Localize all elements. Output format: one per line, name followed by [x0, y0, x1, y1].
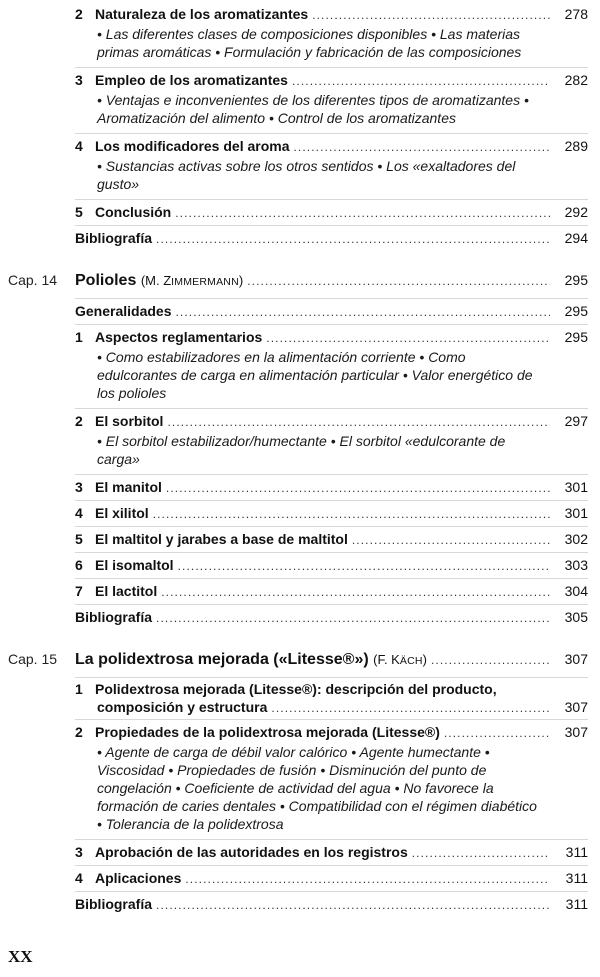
chapter-title-entry[interactable] [75, 646, 588, 677]
section-title-line2: composición y estructura [97, 699, 268, 715]
page-number: 307 [564, 724, 588, 740]
section-number: 3 [75, 479, 83, 495]
section-number: 3 [75, 72, 83, 88]
subtopics [75, 348, 588, 406]
section-title: Aplicaciones [95, 870, 182, 886]
section-title: El xilitol [95, 505, 149, 521]
subtopic: • Las diferentes clases de composiciones disponibles [97, 26, 428, 42]
chapter-13-tail [0, 2, 600, 251]
toc-entry-bibliography[interactable] [75, 225, 588, 251]
chapter-label: Cap. 15 [8, 651, 58, 667]
dot-leader [161, 582, 550, 602]
toc-entry-generalidades[interactable] [75, 298, 588, 324]
toc-entry[interactable] [75, 552, 588, 578]
subtopics [75, 743, 588, 837]
section-number: 4 [75, 138, 83, 154]
chapter-title-entry[interactable] [75, 267, 588, 298]
dot-leader [185, 869, 550, 889]
dot-leader [176, 302, 551, 322]
section-title: El sorbitol [95, 413, 164, 429]
subtopic: • Control de los aromatizantes [268, 110, 456, 126]
dot-leader [156, 229, 550, 249]
toc-entry[interactable] [75, 67, 588, 133]
section-number: 2 [75, 6, 83, 22]
page-number: 311 [565, 844, 588, 860]
subtopic: • Agente de carga de débil valor calórico [97, 744, 348, 760]
chapter-author [141, 273, 243, 288]
subtopic: • Agente humectante [351, 744, 481, 760]
author-suffix: ) [422, 652, 427, 667]
page-number: 311 [565, 896, 588, 912]
toc-entry[interactable] [75, 2, 588, 67]
section-title: Los modificadores del aroma [95, 138, 290, 154]
section-title: Propiedades de la polidextrosa mejorada (Litesse®) [95, 724, 440, 740]
section-number: 7 [75, 583, 83, 599]
section-title: Generalidades [75, 303, 172, 319]
page-folio: XX [8, 947, 33, 966]
section-title-line1: Polidextrosa mejorada (Litesse®): descripción del producto, [95, 681, 497, 697]
dot-leader [294, 137, 551, 157]
bibliography-title: Bibliografía [75, 230, 153, 246]
subtopic: • Disminución del punto de congelación [97, 762, 487, 796]
dot-leader [444, 723, 550, 743]
chapter-title [75, 270, 243, 293]
toc-entry[interactable] [75, 199, 588, 225]
subtopic: • Como edulcorantes de carga en alimentación particular [97, 349, 466, 383]
section-title: Naturaleza de los aromatizantes [95, 6, 309, 22]
page-number: 297 [564, 413, 588, 429]
subtopic: • Propiedades de fusión [168, 762, 317, 778]
subtopic: • Viscosidad [97, 744, 490, 778]
dot-leader [292, 71, 550, 91]
page-number: 307 [564, 699, 588, 715]
page-number: 301 [564, 505, 588, 521]
section-title: Aprobación de las autoridades en los registros [95, 844, 408, 860]
section-number: 2 [75, 413, 83, 429]
section-number: 6 [75, 557, 83, 573]
page-number: 305 [564, 609, 588, 625]
author-smallcaps: ÄCH [399, 655, 423, 667]
chapter-title-text: La polidextrosa mejorada («Litesse®») [75, 651, 369, 668]
page-number: 295 [564, 329, 588, 345]
dot-leader [271, 699, 550, 717]
author-suffix: ) [238, 273, 244, 288]
section-title: El manitol [95, 479, 162, 495]
dot-leader [352, 530, 550, 550]
subtopic: • Ventajas e inconvenientes de los diferentes tipos de aromatizantes [97, 92, 521, 108]
toc-entry[interactable] [75, 526, 588, 552]
chapter-title-text: Polioles [75, 272, 137, 289]
subtopic: • Coeficiente de actividad del agua [175, 780, 391, 796]
chapter-title [75, 649, 427, 672]
section-title: Conclusión [95, 204, 172, 220]
author-prefix: (M. Z [140, 273, 172, 288]
page-number: 311 [565, 870, 588, 886]
chapter-15 [0, 646, 600, 917]
toc-entry[interactable] [75, 677, 588, 719]
subtopic: • Aromatización del alimento [97, 92, 529, 126]
subtopic: • Como estabilizadores en la alimentación corriente [97, 349, 416, 365]
section-title: El isomaltol [95, 557, 174, 573]
section-number: 1 [75, 329, 83, 345]
dot-leader [166, 478, 550, 498]
subtopic: • Valor energético de los polioles [97, 367, 533, 401]
section-title: Aspectos reglamentarios [95, 329, 263, 345]
toc-entry[interactable] [75, 408, 588, 474]
chapter-label: Cap. 14 [8, 272, 58, 288]
subtopic: • Tolerancia de la polidextrosa [97, 816, 284, 832]
subtopic: • El sorbitol «edulcorante de carga» [97, 433, 506, 467]
dot-leader [175, 203, 550, 223]
toc-entry[interactable] [75, 474, 588, 500]
section-title: Empleo de los aromatizantes [95, 72, 288, 88]
page-number: 303 [564, 557, 588, 573]
toc-entry[interactable] [75, 578, 588, 604]
author-prefix: (F. K [373, 652, 400, 667]
subtopic: • Los «exaltadores del gusto» [97, 158, 516, 192]
section-number: 5 [75, 204, 83, 220]
page-number: 278 [564, 6, 588, 22]
dot-leader [431, 649, 550, 671]
section-number: 4 [75, 870, 83, 886]
toc-entry[interactable] [75, 839, 588, 865]
dot-leader [178, 556, 550, 576]
section-number: 4 [75, 505, 83, 521]
page-number: 301 [564, 479, 588, 495]
page-number: 295 [564, 303, 588, 319]
page-number: 302 [564, 531, 588, 547]
subtopics [75, 91, 588, 131]
page-number: 304 [564, 583, 588, 599]
toc-entry[interactable] [75, 324, 588, 408]
subtopic: • Las materias primas aromáticas [97, 26, 521, 60]
section-number: 3 [75, 844, 83, 860]
chapter-author [373, 652, 427, 667]
dot-leader [247, 270, 550, 292]
toc-entry[interactable] [75, 719, 588, 839]
dot-leader [156, 895, 550, 915]
author-smallcaps: IMMERMANN [171, 276, 239, 288]
page-number: 292 [564, 204, 588, 220]
dot-leader [312, 5, 550, 25]
subtopics [75, 25, 588, 65]
dot-leader [167, 412, 550, 432]
page-number: 307 [564, 651, 588, 667]
toc-entry[interactable] [75, 500, 588, 526]
page-number: 282 [564, 72, 588, 88]
bibliography-title: Bibliografía [75, 896, 153, 912]
dot-leader [153, 504, 550, 524]
section-number: 5 [75, 531, 83, 547]
section-title: El lactitol [95, 583, 158, 599]
toc-entry[interactable] [75, 865, 588, 891]
subtopics [75, 432, 588, 472]
page-number: 295 [564, 272, 588, 288]
subtopic: • Compatibilidad con el régimen diabético [279, 798, 537, 814]
toc-entry-bibliography[interactable] [75, 891, 588, 917]
dot-leader [266, 328, 550, 348]
subtopic: • El sorbitol estabilizador/humectante [97, 433, 327, 449]
section-number: 1 [75, 681, 83, 697]
dot-leader [156, 608, 550, 628]
toc-entry[interactable] [75, 133, 588, 199]
dot-leader [412, 843, 550, 863]
subtopic: • No favorece la formación de caries dentales [97, 780, 494, 814]
page-number: 289 [564, 138, 588, 154]
section-title: El maltitol y jarabes a base de maltitol [95, 531, 348, 547]
subtopics [75, 157, 588, 197]
chapter-14 [0, 267, 600, 630]
bibliography-title: Bibliografía [75, 609, 153, 625]
page-number: 294 [564, 230, 588, 246]
toc-entry-bibliography[interactable] [75, 604, 588, 630]
subtopic: • Formulación y fabricación de las composiciones [215, 44, 522, 60]
subtopic: • Sustancias activas sobre los otros sentidos [97, 158, 374, 174]
section-number: 2 [75, 724, 83, 740]
